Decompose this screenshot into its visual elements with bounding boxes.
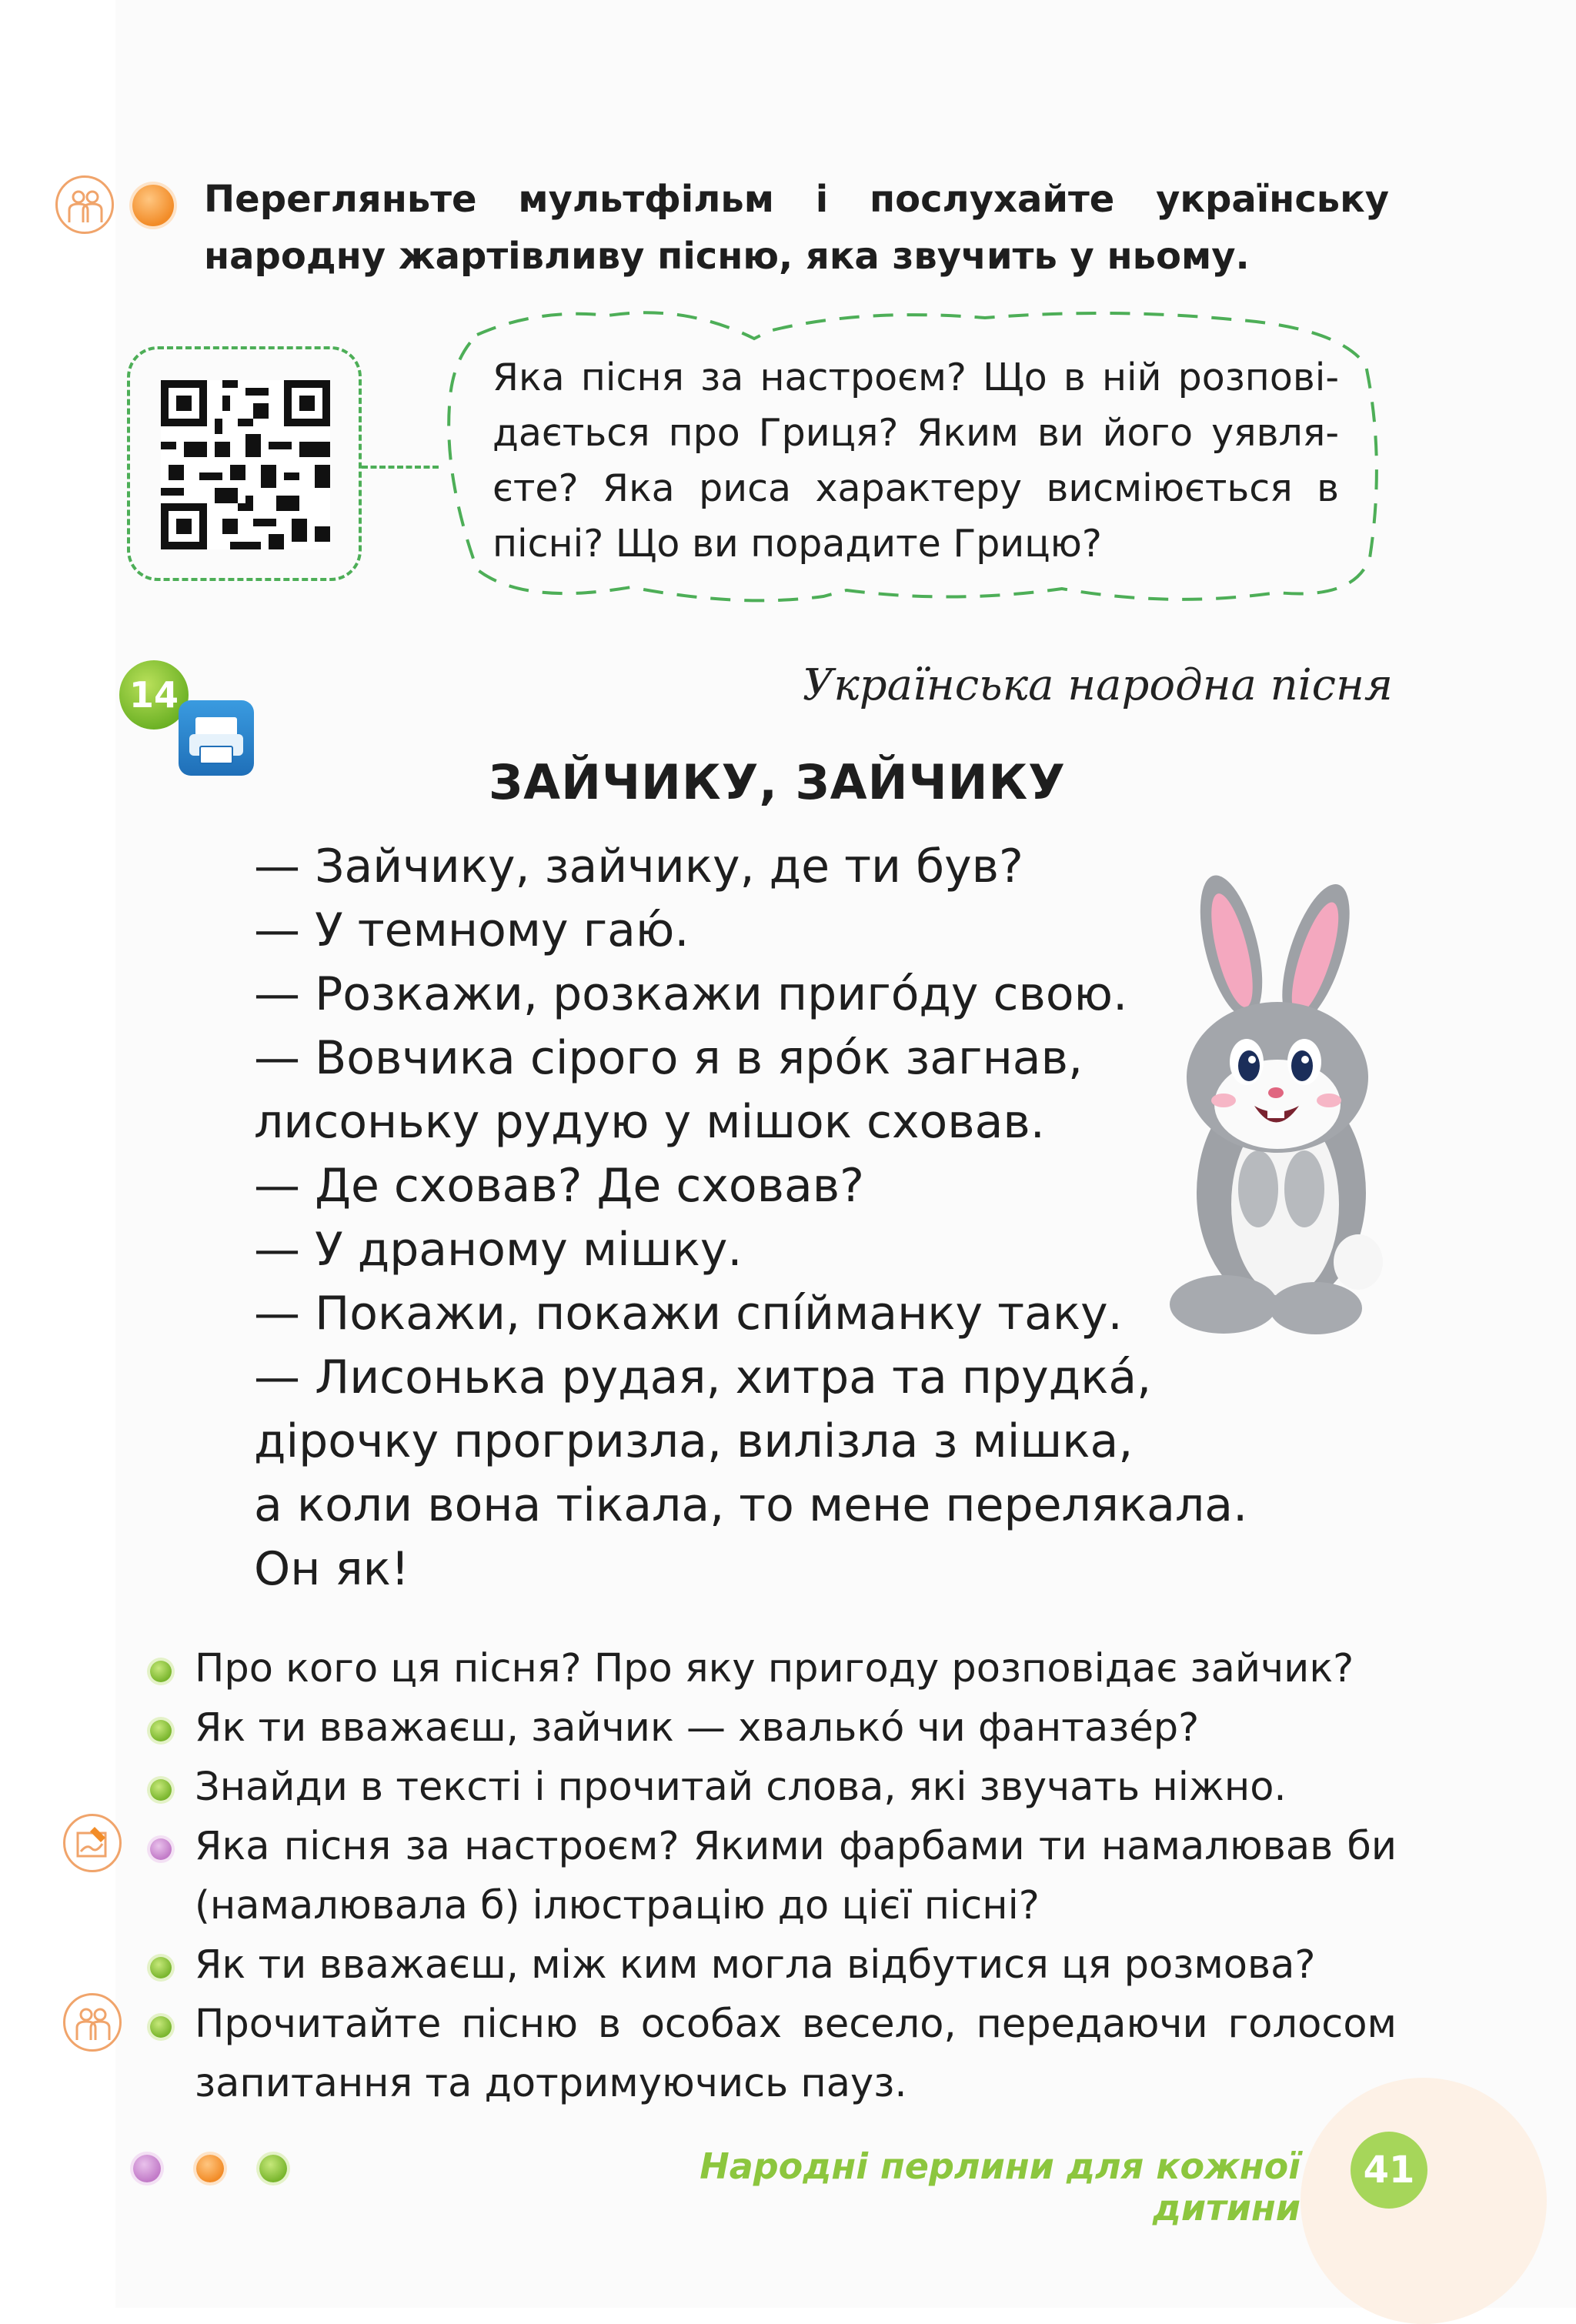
- task-number-badge: 14: [119, 660, 189, 730]
- corner-decoration: [1301, 2078, 1547, 2324]
- verse-line: — Лисонька рудая, хитра та прудка́,: [254, 1351, 1152, 1404]
- printer-icon[interactable]: [179, 700, 254, 776]
- orange-dot-icon: [196, 2155, 224, 2182]
- page-number: 41: [1351, 2132, 1427, 2209]
- verse-line: — Вовчика сірого я в яро́к загнав,: [254, 1031, 1084, 1085]
- list-item: [150, 1698, 1397, 1758]
- list-item: [150, 1995, 1397, 2113]
- verse-line: — Зайчику, зайчику, де ти був?: [254, 840, 1023, 893]
- verse-line: Он як!: [254, 1542, 409, 1596]
- question-text: Про кого ця пісня? Про яку пригоду розповідає зайчик?: [195, 1646, 1354, 1691]
- qr-code[interactable]: [161, 380, 330, 549]
- list-item: [150, 1639, 1397, 1698]
- bullet-icon: [150, 1838, 172, 1860]
- purple-dot-icon: [133, 2155, 161, 2182]
- bullet-icon: [150, 2016, 172, 2038]
- song-verse: [254, 835, 1254, 1601]
- bullet-icon: [150, 1720, 172, 1741]
- group-work-icon: [55, 175, 114, 234]
- cloud-questions: Яка пісня за настроєм? Що в ній розпові-дається про Гриця? Яким ви його уявля-єте? Яка риса характеру висміюється в пісні? Що ви порадите Грицю?: [492, 356, 1339, 566]
- question-text: Прочитайте пісню в особах весело, передаючи голосом запитання та дотримуючись пауз.: [195, 2002, 1397, 2106]
- question-text: Як ти вважаєш, між ким могла відбутися ця розмова?: [195, 1942, 1316, 1988]
- footer-title: Народні перлини для кожної дитини: [700, 2145, 1301, 2229]
- qr-connector: [362, 466, 439, 469]
- question-list: [150, 1639, 1397, 2113]
- verse-line: а коли вона тікала, то мене перелякала.: [254, 1478, 1248, 1532]
- verse-line: — Де сховав? Де сховав?: [254, 1159, 864, 1213]
- question-text: Знайди в тексті і прочитай слова, які звучать ніжно.: [195, 1765, 1287, 1810]
- green-dot-icon: [259, 2155, 287, 2182]
- verse-line: лисоньку рудую у мішок сховав.: [254, 1095, 1045, 1149]
- verse-line: — Покажи, покажи спі́йманку таку.: [254, 1287, 1123, 1341]
- task-instruction: Перегляньте мультфільм і послухайте українську народну жартівливу пісню, яка звучить у ньому.: [204, 178, 1389, 278]
- drawing-icon: [63, 1814, 122, 1872]
- verse-line: — Розкажи, розкажи приго́ду свою.: [254, 967, 1128, 1021]
- bullet-icon: [150, 1661, 172, 1682]
- list-item: [150, 1935, 1397, 1995]
- verse-line: дірочку прогризла, вилізла з мішка,: [254, 1414, 1134, 1468]
- list-item: [150, 1817, 1397, 1935]
- verse-line: — У драному мішку.: [254, 1223, 743, 1277]
- question-text: Як ти вважаєш, зайчик — хвалько́ чи фантазе́р?: [195, 1705, 1200, 1751]
- qr-frame: [127, 346, 362, 581]
- bunny-illustration: [1150, 873, 1389, 1351]
- question-text: Яка пісня за настроєм? Якими фарбами ти намалював би (намалювала б) ілюстрацію до цієї пісні?: [195, 1824, 1397, 1928]
- list-item: [150, 1758, 1397, 1817]
- bullet-icon: [150, 1779, 172, 1801]
- verse-line: — У темному гаю́.: [254, 903, 690, 957]
- group-work-icon: [63, 1993, 122, 2052]
- orange-marker-icon: [132, 185, 174, 226]
- song-source: Українська народна пісня: [802, 660, 1393, 710]
- song-title: ЗАЙЧИКУ, ЗАЙЧИКУ: [489, 754, 1066, 810]
- bullet-icon: [150, 1957, 172, 1978]
